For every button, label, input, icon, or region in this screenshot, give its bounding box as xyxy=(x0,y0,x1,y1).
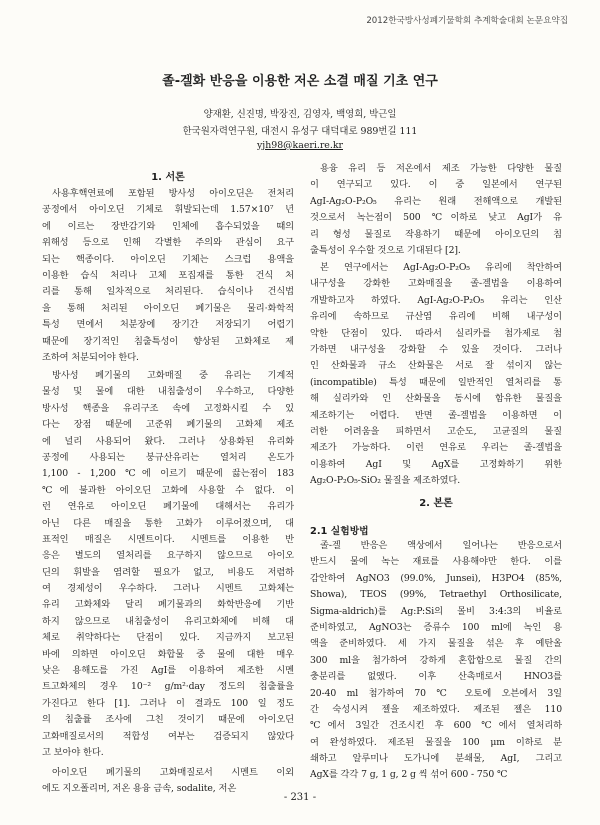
text-line: 되는 핵종이다. 아이오딘 기체는 스크럽 용액을 xyxy=(42,253,294,265)
text-line: 이용한 습식 처리나 고체 포집재를 통한 건식 처 xyxy=(42,269,294,281)
text-line: 제조하기는 어렵다. 반면 졸-겔법을 이용하면 이 xyxy=(310,409,562,421)
text-line: 표적인 매질은 시멘트이다. 시멘트를 이용한 반 xyxy=(42,533,294,545)
text-line: 리를 통해 일차적으로 처리된다. 습식이나 건식법 xyxy=(42,286,294,298)
text-line: 낮은 용해도를 가진 AgI를 이용하여 제조한 시멘 xyxy=(42,665,294,677)
text-line: AgX를 각각 7 g, 1 g, 2 g 씩 섞어 600 - 750 ℃ xyxy=(310,769,508,781)
text-line: 리 형성 물질로 작용하기 때문에 아이오딘의 침 xyxy=(310,228,562,240)
text-line: 딘의 휘발을 염려할 필요가 없고, 비용도 저렴하 xyxy=(42,566,294,578)
text-line: 응은 별도의 열처리를 요구하지 않으므로 아이오 xyxy=(42,550,294,562)
text-line: 반드시 물에 녹는 재료를 사용해야만 한다. 이를 xyxy=(310,556,562,568)
left-column xyxy=(42,0,294,825)
text-line: Sigma-aldrich)를 Ag:P:Si의 몰비 3:4:3의 비율로 xyxy=(310,605,562,617)
text-line: 고화매질로서의 적합성 여부는 검증되지 않았다 xyxy=(42,730,294,742)
text-line: 제조가 가능하다. 이런 연유로 우리는 졸-겔법을 xyxy=(310,442,562,454)
text-line: 체로 취약하다는 단점이 있다. 지금까지 보고된 xyxy=(42,632,294,644)
paragraph xyxy=(310,161,562,259)
paragraph xyxy=(42,368,294,761)
page-number: - 231 - xyxy=(283,792,317,803)
text-line: 용융 유리 등 저온에서 제조 가능한 다양한 물질 xyxy=(320,163,562,174)
text-line: 300 ml을 첨가하여 강하게 혼합함으로 물질 간의 xyxy=(310,654,562,666)
text-line: 약한 단점이 있다. 따라서 실리카를 첨가제로 첨 xyxy=(310,327,562,339)
text-line: 아이오딘 폐기물의 고화매질로서 시멘트 이외 xyxy=(52,767,294,778)
text-line: Showa), TEOS (99%, Tetraethyl Orthosilicate, xyxy=(310,589,562,601)
text-line: 간 숙성시켜 젤을 제조하였다. 제조된 젤은 110 xyxy=(310,703,562,715)
text-line: 때문에 장기적인 침출특성이 향상된 고화체로 제 xyxy=(42,335,294,347)
text-line: 여 완성하였다. 제조된 물질을 100 μm 이하로 분 xyxy=(310,736,562,748)
text-line: 위해성 등으로 인해 각별한 주의와 관심이 요구 xyxy=(42,237,294,249)
text-line: 가진다고 한다 [1]. 그러나 이 결과도 100 일 정도 xyxy=(42,697,294,709)
text-line: 러한 어려움을 피하면서 고순도, 고균질의 물질 xyxy=(310,425,562,437)
paragraph xyxy=(310,538,562,784)
text-line: 의 침출률 조사에 그친 것이기 때문에 아이오딘 xyxy=(42,714,294,726)
text-line: 이용하여 AgI 및 AgX를 고정화하기 위한 xyxy=(310,458,562,470)
text-line: 1,100 - 1,200 ℃에 이르기 때문에 끓는점이 183 xyxy=(42,468,294,480)
text-line: 조하여 처분되어야 한다. xyxy=(42,351,139,363)
text-line: 바에 의하면 아이오딘 화합물 중 물에 대한 매우 xyxy=(42,648,294,660)
text-line: 유리에 속하므로 규산염 유리에 비해 내구성이 xyxy=(310,311,562,323)
text-line: 하지 않으므로 내침출성이 유리고화체에 비해 대 xyxy=(42,615,294,627)
text-line: 이 연구되고 있다. 이 중 일본에서 연구된 xyxy=(310,179,562,191)
text-line: 감안하여 AgNO3 (99.0%, Junsei), H3PO4 (85%, xyxy=(310,572,562,584)
text-line: 것으로서 녹는점이 500 ℃이하로 낮고 AgI가 유 xyxy=(310,212,562,224)
text-line: 을 통해 처리된 아이오딘 폐기물은 물리·화학적 xyxy=(42,302,294,314)
text-line: Ag₂O-P₂O₅-SiO₂ 물질을 제조하였다. xyxy=(310,475,461,487)
author-email: yjh98@kaeri.re.kr xyxy=(257,140,343,151)
text-line: 에 널리 사용되어 왔다. 그러나 상용화된 유리화 xyxy=(42,435,294,447)
text-line: 쇄하고 알루미나 도가니에 분쇄물, AgI, 그리고 xyxy=(310,753,562,765)
paper-title: 졸-겔화 반응을 이용한 저온 소결 매질 기초 연구 xyxy=(162,74,438,89)
text-line: (incompatible) 특성 때문에 일반적인 열처리를 통 xyxy=(310,376,562,388)
text-line: 유리 고화체와 달리 폐기물과의 화학반응에 기반 xyxy=(42,599,294,611)
text-line: 방사성 핵종을 유리구조 속에 고정화시킬 수 있 xyxy=(42,402,294,414)
text-line: 물성 및 물에 대한 내침출성이 우수하고, 다양한 xyxy=(42,386,294,398)
text-line: 가하면 내구성을 강화할 수 있을 것이다. 그러나 xyxy=(310,343,562,355)
text-line: 개발하고자 하였다. AgI-Ag₂O-P₂O₅ 유리는 인산 xyxy=(310,294,562,306)
right-column xyxy=(310,0,562,825)
text-line: 에도 지오폴리머, 저온 용융 금속, sodalite, 저온 xyxy=(42,783,237,795)
text-line: 내구성을 강화한 고화매질을 졸-겔법을 이용하여 xyxy=(310,278,562,290)
author-list: 양재환, 신진명, 박장진, 김영자, 백영희, 박근일 xyxy=(203,109,397,120)
text-line: 공정에 사용되는 붕규산유리는 열처리 온도가 xyxy=(42,451,294,463)
text-line: 트고화체의 경우 10⁻² g/m²·day 정도의 침출률을 xyxy=(42,681,294,693)
text-line: ℃에서 3일간 건조시킨 후 600 ℃에서 열처리하 xyxy=(310,720,562,732)
text-line: 아닌 다른 매질을 통한 고화가 이루어졌으며, 대 xyxy=(42,517,294,529)
text-line: 사용후핵연료에 포함된 방사성 아이오딘은 전처리 xyxy=(52,188,294,199)
text-line: 20-40 ml 첨가하여 70 ℃ 오토에 오븐에서 3일 xyxy=(310,687,562,699)
text-line: 방사성 폐기물의 고화매질 중 유리는 기계적 xyxy=(52,370,294,381)
text-line: 다는 장점 때문에 고준위 폐기물의 고화체 제조 xyxy=(42,419,294,431)
text-line: 준비하였고, AgNO3는 증류수 100 ml에 녹인 용 xyxy=(310,621,562,633)
text-line: 고 보아야 한다. xyxy=(42,746,104,758)
text-line: 인 산화물과 규소 산화물은 서로 잘 섞이지 않는 xyxy=(310,360,562,372)
paragraph xyxy=(42,186,294,366)
running-header: 2012한국방사성폐기물학회 추계학술대회 논문요약집 xyxy=(366,16,568,26)
text-line: 액을 준비하였다. 세 가지 물질을 섞은 후 예탄올 xyxy=(310,638,562,650)
text-line: 공정에서 아이오딘 기체로 휘발되는데 1.57×10⁷ 년 xyxy=(42,204,294,216)
paragraph xyxy=(310,260,562,489)
section-heading-body: 2. 본론 xyxy=(419,498,453,509)
text-line: 특성 면에서 처분장에 장기간 저장되기 어렵기 xyxy=(42,319,294,331)
text-line: 해 실리카와 인 산화물을 동시에 함유한 물질을 xyxy=(310,393,562,405)
text-line: AgI-Ag₂O-P₂O₅ 유리는 원래 전해액으로 개발된 xyxy=(310,195,562,207)
text-line: 본 연구에서는 AgI-Ag₂O-P₂O₅ 유리에 착안하여 xyxy=(320,262,562,273)
affiliation: 한국원자력연구원, 대전시 유성구 대덕대로 989번길 111 xyxy=(182,126,418,137)
text-line: 여 경제성이 우수하다. 그러나 시멘트 고화체는 xyxy=(42,583,294,595)
text-line: 에 이르는 장반감기와 인체에 흡수되었을 때의 xyxy=(42,220,294,232)
text-line: 런 연유로 아이오딘 폐기물에 대해서는 유리가 xyxy=(42,501,294,513)
text-line: 졸-겔 반응은 액상에서 일어나는 반응으로서 xyxy=(320,540,562,551)
text-line: 충분리를 없앴다. 이후 산촉매로서 HNO3를 xyxy=(310,671,562,683)
subsection-heading-methods: 2.1 실험방법 xyxy=(310,526,369,537)
section-heading-introduction: 1. 서론 xyxy=(151,172,185,183)
text-line: ℃에 불과한 아이오딘 고화에 사용할 수 없다. 이 xyxy=(42,484,294,496)
text-line: 출특성이 우수할 것으로 기대된다 [2]. xyxy=(310,244,461,256)
